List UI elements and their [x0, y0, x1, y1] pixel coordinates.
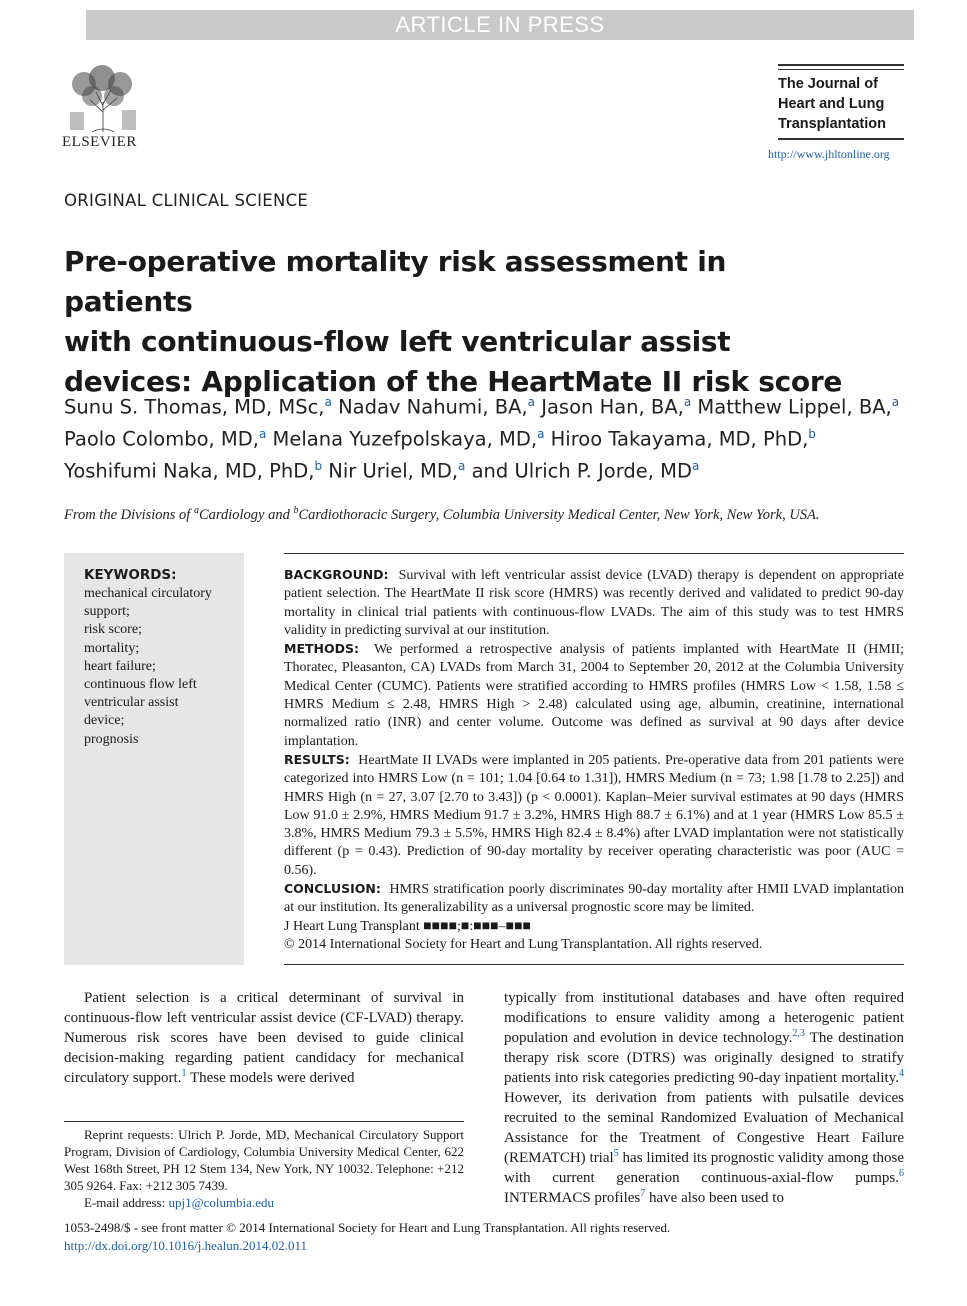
author-name: Sunu S. Thomas, MD, MSc, — [64, 395, 325, 419]
author-name: Yoshifumi Naka, MD, PhD, — [64, 459, 315, 483]
journal-name: The Journal of Heart and Lung Transplantation — [778, 76, 886, 132]
section-heading: ORIGINAL CLINICAL SCIENCE — [64, 191, 309, 210]
author-list: Sunu S. Thomas, MD, MSc,$^a$ Nadav Nahumi, BA,$^a$ Jason Han, BA,$^a$ Matthew Lippel, BA,$^a$ Paolo Colombo, MD,$^a$ Melana Yuzefpolskaya, MD,$^a$ Hiroo Takayama, MD, PhD,$^b$ Yoshifumi Naka, MD, PhD,$^b$ Nir Uriel, MD,$^a$ and Ulrich P. Jorde, $MD^a$ — [64, 395, 900, 483]
reference-link[interactable]: 7 — [640, 1188, 646, 1199]
reference-link[interactable]: 2,3 — [792, 1028, 805, 1039]
author-name: Jason Han, BA, — [541, 395, 684, 419]
citation-line: J Heart Lung Transplant ■■■■;■:■■■–■■■ — [284, 918, 532, 934]
author-name: Nir Uriel, MD, — [328, 459, 459, 483]
reference-link[interactable]: 6 — [899, 1168, 904, 1179]
copyright-line: © 2014 International Society for Heart and Lung Transplantation. All rights reserved. — [284, 936, 763, 952]
journal-masthead — [778, 64, 904, 142]
body-column-2: typically from institutional databases and have often required modifications to ensure validity among a heterogenic patient population and evolution in device technology.$^{2,3}$ The destination therapy risk score (DTRS) was originally designed to stratify patients into risk categories predicting 90-day inpatient mortality.$^4$ However, its derivation from patients with pulsatile devices recruited to the seminal Randomized Evaluation of Mechanical Assistance for the Treatment of Congestive Heart Failure (REMATCH) trial$^5$ has limited its prognostic validity among those with current generation continuous-axial-flow pumps.$^6$ INTERMACS profiles$^7$ have also been used to — [504, 990, 905, 1206]
abstract-background: BACKGROUND: Survival with left ventricular assist device (LVAD) therapy is dependent on appropriate patient selection. The HeartMate II risk score (HMRS) was recently derived and validated to predict 90-day mortality in clinical trial patients with continuous-flow LVADs. The aim of this study was to test HMRS validity in predicting survival at our institution. — [284, 567, 905, 638]
author-name: Nadav Nahumi, BA, — [338, 395, 528, 419]
body-column-1: Patient selection is a critical determinant of survival in continuous-flow left ventricular assist device (CF-LVAD) therapy. Numerous risk scores have been devised to guide clinical decision-making regarding patient candidacy for mechanical circulatory support.$^1$ These models were derived — [64, 990, 464, 1086]
reprint-footnote: Reprint requests: Ulrich P. Jorde, MD, Mechanical Circulatory Support Program, Division of Cardiology, Columbia University Medical Center, 622 West 168th Street, PH 12 Stem 134, New York, NY 10032. Telephone: +212 305 9264. Fax: +212 305 7439. E-mail address: upj1@columbia.edu — [64, 1127, 464, 1210]
email-link[interactable]: upj1@columbia.edu — [168, 1195, 274, 1210]
author-name: Paolo Colombo, MD, — [64, 427, 259, 451]
author-name: Matthew Lippel, BA, — [697, 395, 892, 419]
article-in-press-banner: ARTICLE IN PRESS — [86, 10, 914, 40]
abstract — [284, 566, 904, 954]
abstract-conclusion: CONCLUSION: HMRS stratification poorly discriminates 90-day mortality after HMII LVAD implantation at our institution. Its generalizability as a universal prognostic score may be limited. — [284, 881, 905, 916]
author-name: Hiroo Takayama, MD, PhD, — [550, 427, 809, 451]
keywords-heading: KEYWORDS: — [84, 567, 177, 583]
affiliation: From the Divisions of $^a$Cardiology and $^b$Cardiothoracic Surgery, Columbia University Medical Center, New York, New York, USA. — [64, 505, 820, 523]
reference-link[interactable]: 4 — [899, 1068, 904, 1079]
author-name: and Ulrich P. Jorde, MD — [471, 459, 692, 483]
footnote-rule — [64, 1121, 464, 1122]
reference-link[interactable]: 5 — [613, 1148, 619, 1159]
reference-link[interactable]: 1 — [181, 1068, 187, 1079]
author-name: Melana Yuzefpolskaya, MD, — [272, 427, 538, 451]
doi-link[interactable]: http://dx.doi.org/10.1016/j.healun.2014.02.011 — [64, 1238, 308, 1253]
abstract-bottom-rule — [284, 964, 904, 965]
publisher-name: ELSEVIER — [62, 134, 137, 150]
keywords-box — [64, 553, 244, 965]
keywords-list: mechanical circulatory support; risk score; mortality; heart failure; continuous flow left ventricular assist device; prognosis — [84, 586, 212, 747]
abstract-top-rule — [284, 553, 904, 554]
journal-url-link[interactable]: http://www.jhltonline.org — [768, 147, 890, 161]
abstract-results: RESULTS: HeartMate II LVADs were implanted in 205 patients. Pre-operative data from 201 patients were categorized into HMRS Low (n = 101; 1.04 [0.64 to 1.31]), HMRS Medium (n = 73; 1.98 [1.78 to 2.25]) and HMRS High (n = 27, 3.07 [2.70 to 3.43]) (p < 0.0001). Kaplan–Meier survival estimates at 90 days (HMRS Low 91.0 ± 2.9%, HMRS Medium 91.7 ± 3.2%, HMRS High 88.7 ± 6.1%) and at 1 year (HMRS Low 85.5 ± 3.8%, HMRS Medium 79.3 ± 5.5%, HMRS High 82.4 ± 8.4%) after LVAD implantation were not statistically different (p = 0.43). Prediction of 90-day mortality by receiver operating characteristic was poor (AUC = 0.56). — [284, 751, 905, 878]
issn-footer: 1053-2498/$ - see front matter © 2014 International Society for Heart and Lung Transplantation. All rights reserved. http://dx.doi.org/10.1016/j.healun.2014.02.011 — [64, 1220, 671, 1253]
article-title: Pre-operative mortality risk assessment in patients with continuous-flow left ventricular assist devices: Application of the HeartMate II risk score — [64, 245, 843, 398]
abstract-methods: METHODS: We performed a retrospective analysis of patients implanted with HeartMate II (HMII; Thoratec, Pleasanton, CA) LVADs from March 31, 2004 to September 20, 2012 at the Columbia University Medical Center (CUMC). Patients were stratified according to HMRS profiles (HMRS Low < 1.58, 1.58 ≤ HMRS Medium ≤ 2.48, HMRS High > 2.48) calculated using age, albumin, creatinine, international normalized ratio (INR) and center volume. Outcome was defined as survival at 90 days after device implantation. — [284, 641, 904, 749]
